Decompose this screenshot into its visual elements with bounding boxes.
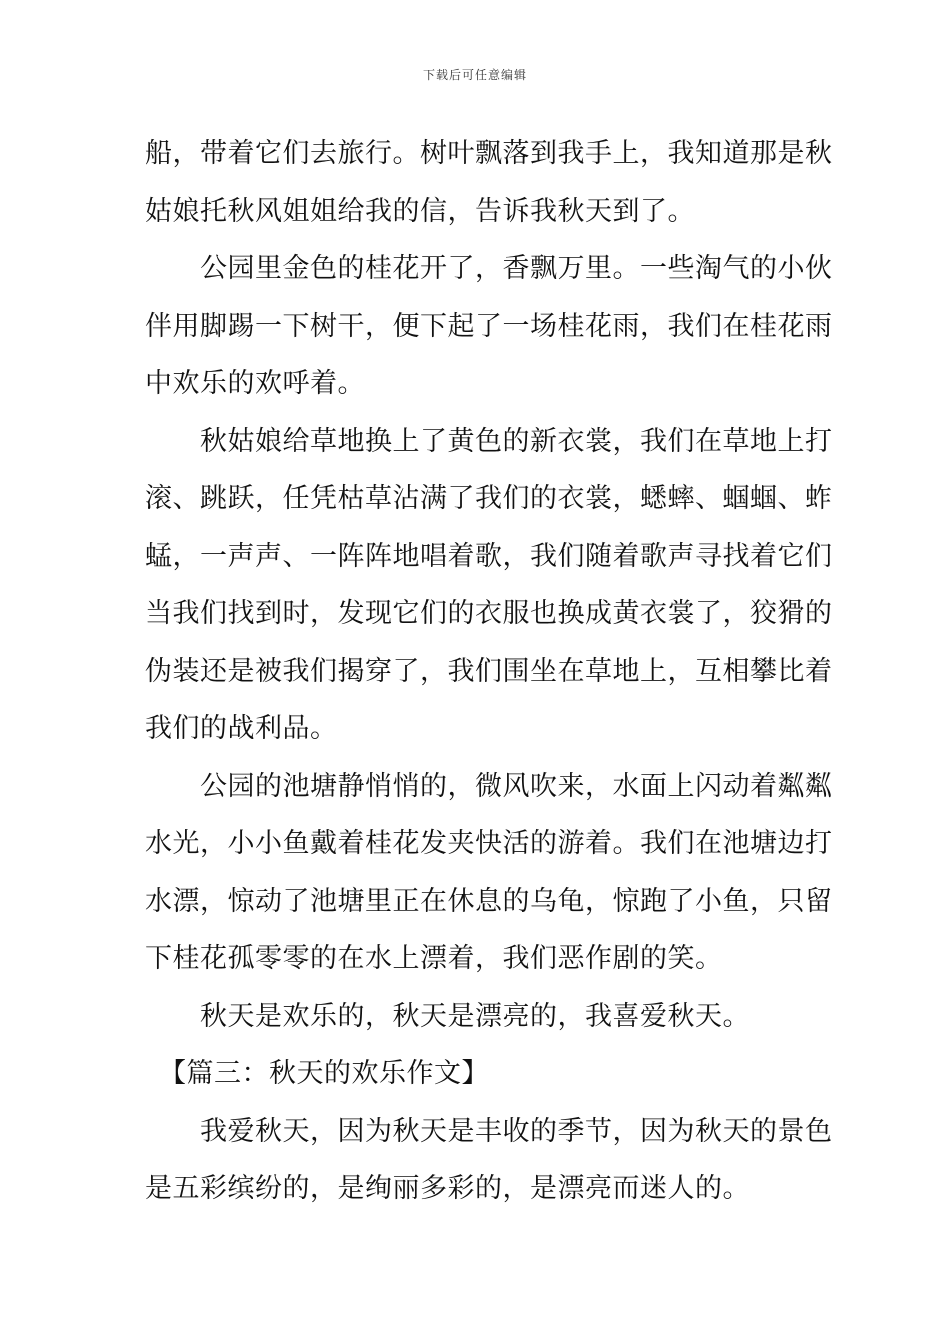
text-line: 公园的池塘静悄悄的，微风吹来，水面上闪动着粼粼 — [145, 770, 833, 802]
text-line: 伴用脚踢一下树干，便下起了一场桂花雨，我们在桂花雨 — [145, 310, 833, 342]
paragraph — [145, 125, 833, 240]
text-line: 中欢乐的欢呼着。 — [145, 368, 365, 399]
text-line: 【篇三：秋天的欢乐作文】 — [145, 1058, 489, 1089]
text-line: 是五彩缤纷的，是绚丽多彩的，是漂亮而迷人的。 — [145, 1173, 750, 1204]
text-line: 我们的战利品。 — [145, 713, 338, 744]
text-line: 秋天是欢乐的，秋天是漂亮的，我喜爱秋天。 — [145, 1000, 750, 1032]
paragraph — [145, 758, 833, 988]
paragraph — [145, 413, 833, 758]
text-line: 水光，小小鱼戴着桂花发夹快活的游着。我们在池塘边打 — [145, 828, 833, 859]
text-line: 下桂花孤零零的在水上漂着，我们恶作剧的笑。 — [145, 943, 723, 974]
section-heading — [145, 1045, 810, 1103]
page-header: 下载后可任意编辑 — [422, 68, 527, 82]
text-line: 秋姑娘给草地换上了黄色的新衣裳，我们在草地上打 — [145, 425, 833, 457]
paragraph — [145, 988, 810, 1046]
text-line: 姑娘托秋风姐姐给我的信，告诉我秋天到了。 — [145, 195, 695, 227]
text-line: 我爱秋天，因为秋天是丰收的季节，因为秋天的景色 — [145, 1115, 833, 1147]
text-line: 公园里金色的桂花开了，香飘万里。一些淘气的小伙 — [145, 253, 833, 284]
text-line: 滚、跳跃，任凭枯草沾满了我们的衣裳，蟋蟀、蝈蝈、蚱 — [145, 483, 833, 514]
text-line: 船，带着它们去旅行。树叶飘落到我手上，我知道那是秋 — [145, 138, 833, 169]
paragraph — [145, 1103, 833, 1218]
document-body — [145, 125, 833, 1218]
text-line: 蜢，一声声、一阵阵地唱着歌，我们随着歌声寻找着它们 — [145, 540, 833, 572]
paragraph — [145, 240, 833, 413]
text-line: 伪装还是被我们揭穿了，我们围坐在草地上，互相攀比着 — [145, 655, 833, 687]
text-line: 当我们找到时，发现它们的衣服也换成黄衣裳了，狡猾的 — [145, 598, 833, 629]
text-line: 水漂，惊动了池塘里正在休息的乌龟，惊跑了小鱼，只留 — [145, 885, 833, 917]
